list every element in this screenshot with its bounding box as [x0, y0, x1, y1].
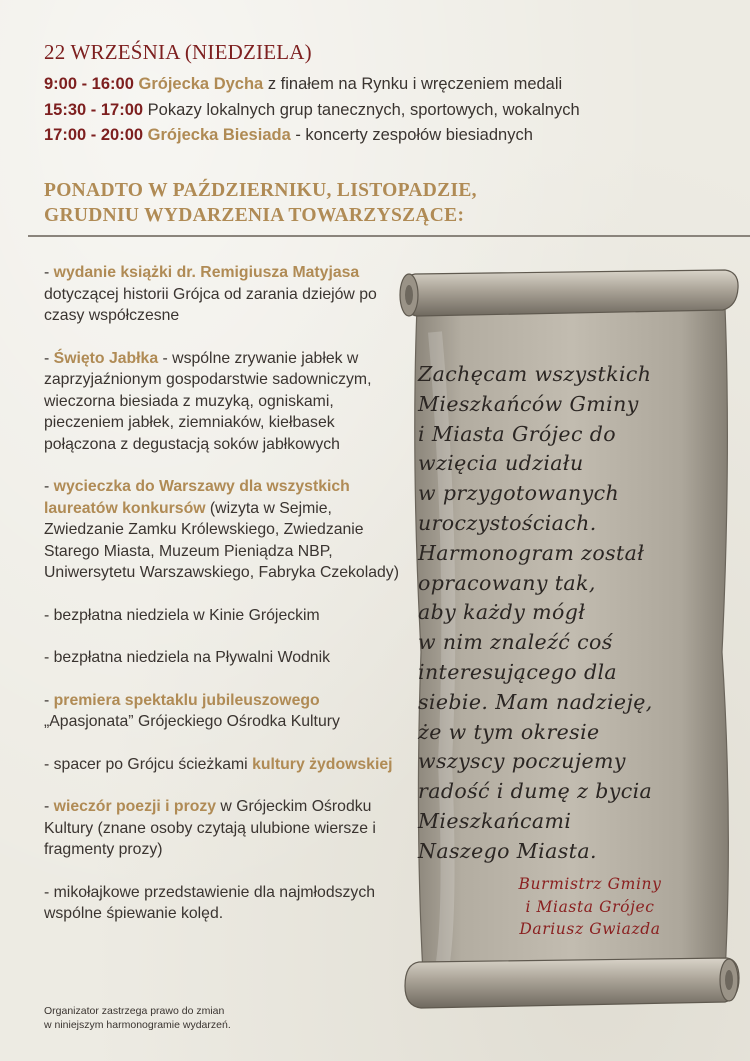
event-description: dotyczącej historii Grójca od zarania dziejów po czasy współczesne — [44, 285, 377, 324]
event-book — [44, 262, 404, 327]
event-description: - wspólne zrywanie jabłek w zaprzyjaźnionym gospodarstwie sadowniczym, wieczorna biesiada z muzyką, ogniskami, pieczeniem jabłek, ziemniaków, kiełbasek połączona z degustacją soków jabłkowych — [44, 349, 372, 453]
event-highlight: Święto Jabłka — [53, 349, 159, 367]
message-line: Zachęcam wszystkich — [418, 362, 652, 386]
message-line: wzięcia udziału — [418, 451, 584, 476]
event-cinema: - bezpłatna niedziela w Kinie Grójeckim — [44, 606, 320, 624]
message-line: Mieszkańcami — [418, 808, 572, 833]
signature-line-2: i Miasta Grójec — [525, 897, 655, 916]
event-highlight: wydanie książki dr. Remigiusza Matyjasa — [53, 264, 360, 281]
event-description: (wizyta w Sejmie, Zwiedzanie Zamku Królewskiego, Zwiedzanie Starego Miasta, Muzeum Pieniądza NBP, Uniwersytetu Warszawskiego, Fabryka Czekolady) — [44, 499, 399, 581]
footnote-line-2: w niniejszym harmonogramie wydarzeń. — [44, 1019, 231, 1031]
schedule-time: 15:30 - 17:00 — [44, 101, 144, 119]
event-santa-show: - mikołajkowe przedstawienie dla najmłodszych wspólne śpiewanie kolęd. — [44, 883, 376, 922]
schedule-description: - koncerty zespołów biesiadnych — [295, 126, 533, 144]
event-prefix: - spacer po Grójcu ścieżkami — [44, 755, 253, 773]
message-line: Harmonogram został — [418, 540, 645, 565]
event-highlight: kultury żydowskiej — [252, 755, 393, 773]
schedule-row-1 — [44, 75, 562, 94]
heading-line-2: GRUDNIU WYDARZENIA TOWARZYSZĄCE: — [44, 205, 465, 226]
message-line: w nim znaleźć coś — [418, 630, 613, 655]
message-line: siebie. Mam nadzieję, — [418, 689, 653, 714]
signature-line-1: Burmistrz Gminy — [518, 875, 662, 893]
event-apple-festival — [44, 348, 404, 456]
event-poetry-evening — [44, 796, 404, 861]
event-prefix: - — [44, 264, 54, 281]
mayor-signature — [470, 873, 710, 941]
event-description: w Grójeckim Ośrodku Kultury (znane osoby czytają ulubione wiersze i fragmenty prozy) — [44, 798, 376, 858]
schedule-highlight: Grójecka Biesiada — [147, 126, 291, 144]
event-highlight: premiera spektaklu jubileuszowego — [53, 691, 320, 709]
message-line: aby każdy mógł — [418, 600, 586, 625]
schedule-time: 17:00 - 20:00 — [44, 126, 144, 144]
event-highlight: wycieczka do Warszawy dla wszystkich laureatów konkursów — [44, 478, 350, 517]
schedule-highlight: Grójecka Dycha — [138, 75, 264, 93]
message-line: interesującego dla — [418, 659, 618, 684]
message-line: wszyscy poczujemy — [418, 749, 626, 774]
event-highlight: wieczór poezji i prozy — [53, 798, 217, 815]
schedule-row-2 — [44, 101, 580, 120]
heading-line-1: PONADTO W PAŹDZIERNIKU, LISTOPADZIE, — [44, 180, 477, 201]
message-line: Naszego Miasta. — [418, 838, 597, 863]
schedule-description: Pokazy lokalnych grup tanecznych, sportowych, wokalnych — [147, 101, 580, 119]
schedule-description: z finałem na Rynku i wręczeniem medali — [267, 75, 563, 93]
day-heading: 22 WRZEŚNIA (NIEDZIELA) — [44, 40, 312, 64]
message-line: że w tym okresie — [418, 719, 600, 744]
message-line: Mieszkańców Gminy — [418, 391, 639, 416]
event-prefix: - — [44, 478, 54, 495]
message-line: w przygotowanych — [418, 481, 620, 506]
section-divider — [28, 235, 750, 237]
mayor-message — [418, 360, 718, 867]
accompanying-events-heading — [44, 178, 477, 228]
signature-line-3: Dariusz Gwiazda — [519, 920, 661, 938]
event-walk — [44, 754, 404, 776]
schedule-time: 9:00 - 16:00 — [44, 75, 134, 93]
event-premiere — [44, 690, 404, 733]
event-prefix: - — [44, 798, 54, 815]
message-line: uroczystościach. — [418, 510, 597, 535]
events-list — [44, 262, 404, 946]
schedule-row-3 — [44, 126, 533, 145]
organizer-footnote — [44, 1004, 231, 1032]
message-line: i Miasta Grójec do — [418, 421, 617, 446]
event-pool: - bezpłatna niedziela na Pływalni Wodnik — [44, 649, 330, 666]
event-warsaw-trip — [44, 476, 404, 584]
message-line: radość i dumę z bycia — [418, 779, 653, 804]
message-line: opracowany tak, — [418, 570, 596, 595]
footnote-line-1: Organizator zastrzega prawo do zmian — [44, 1005, 225, 1017]
event-prefix: - — [44, 691, 54, 709]
event-prefix: - — [44, 349, 54, 367]
event-description: „Apasjonata” Grójeckiego Ośrodka Kultury — [44, 713, 340, 730]
